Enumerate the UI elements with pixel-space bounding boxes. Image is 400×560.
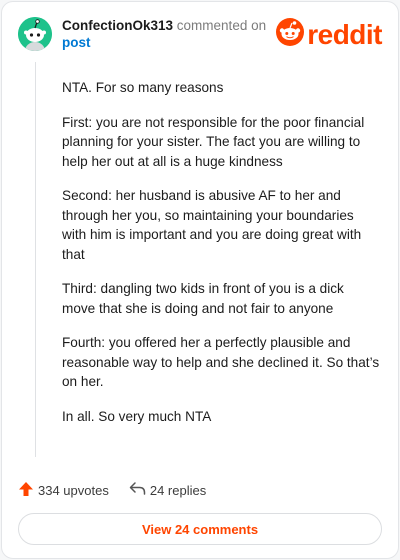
upvote-count: 334 upvotes xyxy=(38,482,109,498)
comment-meta xyxy=(62,17,272,51)
comment-card xyxy=(1,1,399,559)
username-link[interactable]: ConfectionOk313 xyxy=(62,18,174,33)
reply-count: 24 replies xyxy=(149,482,207,498)
view-comments-button[interactable]: View 24 comments xyxy=(18,513,382,545)
comment-body xyxy=(62,78,380,441)
reply-arrow-icon xyxy=(129,481,146,499)
reddit-logo-icon xyxy=(276,18,304,51)
comment-paragraph: First: you are not responsible for the poor financial planning for your sister. The fact you are willing to help her out at all is a huge kindness xyxy=(62,114,365,169)
commented-on-text: commented on xyxy=(176,18,267,33)
reddit-brand[interactable] xyxy=(276,18,382,51)
post-link[interactable]: post xyxy=(62,35,91,50)
comment-paragraph: Third: dangling two kids in front of you is a dick move that she is doing and not fair to anyone xyxy=(62,281,344,316)
comment-header xyxy=(18,16,382,56)
thread-line[interactable] xyxy=(35,62,36,457)
comment-paragraph: Fourth: you offered her a perfectly plausible and reasonable way to help and she declined it. So that’s on her. xyxy=(62,335,380,389)
comment-actions xyxy=(18,480,382,500)
comment-paragraph: NTA. For so many reasons xyxy=(62,80,224,95)
upvote-arrow-icon xyxy=(18,481,34,500)
upvote-button[interactable] xyxy=(18,481,109,500)
comment-paragraph: Second: her husband is abusive AF to her and through her you, so maintaining your boundaries with him is important and you are doing great with that xyxy=(62,188,362,262)
comment-paragraph: In all. So very much NTA xyxy=(62,408,212,424)
snoo-avatar-icon[interactable] xyxy=(18,17,52,51)
reddit-wordmark: reddit xyxy=(307,18,382,50)
reply-button[interactable] xyxy=(129,481,206,499)
